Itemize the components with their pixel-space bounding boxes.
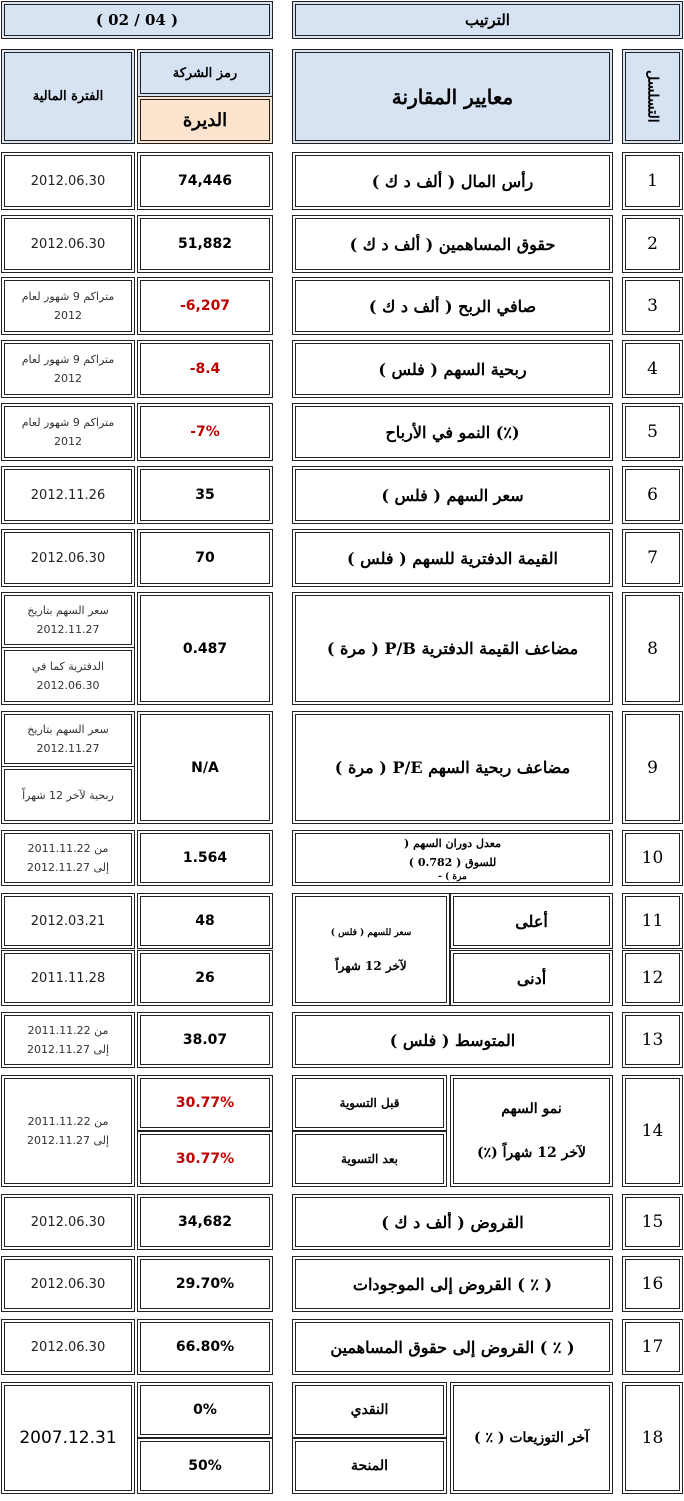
row9-date1-line1: سعر السهم بتاريخ	[27, 723, 109, 736]
row18-date: 2007.12.31	[19, 1428, 117, 1448]
row1-criteria: رأس المال ( ألف د ك )	[371, 171, 534, 191]
row3-serial-cell	[622, 277, 683, 335]
row6-date-cell	[1, 466, 135, 524]
row17-date: 2012.06.30	[30, 1339, 106, 1355]
row14-date-line2: إلى 2012.11.27	[26, 1134, 110, 1147]
row6-date: 2012.11.26	[30, 487, 106, 503]
row14-after-value: 30.77%	[175, 1151, 235, 1167]
row18-serial-cell	[622, 1382, 683, 1494]
row12-serial-cell	[622, 950, 683, 1006]
row7-date-cell	[1, 529, 135, 587]
row2-criteria: حقوق المساهمين ( ألف د ك )	[349, 234, 556, 254]
row11-date-cell	[1, 893, 135, 949]
row9-serial-cell	[622, 711, 683, 824]
row15-date: 2012.06.30	[30, 1214, 106, 1230]
page-indicator	[1, 1, 273, 39]
row8-date1-line1: سعر السهم بتاريخ	[27, 604, 109, 617]
row1-value: 74,446	[177, 173, 233, 189]
row2-serial: 2	[647, 234, 658, 254]
row6-criteria-cell	[292, 466, 613, 524]
row17-value-cell	[137, 1319, 273, 1375]
row14-serial-cell	[622, 1075, 683, 1187]
row14-after-label-cell	[292, 1131, 447, 1187]
row3-value-cell	[137, 277, 273, 335]
row14-group-line2: لآخر 12 شهراً (٪)	[476, 1145, 587, 1161]
company-code-header	[137, 49, 273, 97]
row7-criteria: القيمة الدفترية للسهم ( فلس )	[347, 548, 558, 568]
company-code-label: رمز الشركة	[172, 65, 238, 81]
row9-date1-cell	[1, 711, 135, 767]
row18-serial: 18	[641, 1428, 664, 1448]
row11-value-cell	[137, 893, 273, 949]
row9-date2: ربحية لآخر 12 شهراً	[22, 788, 114, 802]
row17-criteria: القروض إلى حقوق المساهمين ( ٪ )	[330, 1337, 575, 1357]
row11-criteria: أعلى	[515, 911, 548, 931]
row11-value: 48	[195, 913, 215, 929]
row7-value: 70	[195, 550, 215, 566]
row3-serial: 3	[647, 296, 658, 316]
row4-value-cell	[137, 340, 273, 398]
row4-serial: 4	[647, 359, 658, 379]
period-header-label: الفترة المالية	[32, 89, 104, 104]
row13-date-line2: إلى 2012.11.27	[26, 1043, 110, 1056]
row1-criteria-cell	[292, 152, 613, 210]
row8-date1-cell	[1, 592, 135, 648]
row4-criteria: ربحية السهم ( فلس )	[378, 359, 527, 379]
row9-date1-line2: 2012.11.27	[36, 742, 100, 755]
row5-value-cell	[137, 403, 273, 461]
page-number: ( 02 / 04 )	[95, 11, 179, 29]
row7-serial-cell	[622, 529, 683, 587]
row1-date: 2012.06.30	[30, 173, 106, 189]
row1-serial: 1	[647, 171, 658, 191]
row13-criteria: المتوسط ( فلس )	[389, 1030, 516, 1050]
row6-criteria: سعر السهم ( فلس )	[381, 485, 524, 505]
row6-value-cell	[137, 466, 273, 524]
row6-value: 35	[195, 487, 215, 503]
row5-date-line2: 2012	[54, 435, 82, 448]
row10-value: 1.564	[182, 850, 228, 866]
row18-bonus-label: المنحة	[350, 1458, 389, 1474]
row9-value: N/A	[191, 759, 219, 776]
row8-value-cell	[137, 592, 273, 705]
row8-value: 0.487	[182, 640, 228, 657]
serial-header	[622, 49, 683, 144]
row12-serial: 12	[641, 968, 664, 988]
row16-criteria: القروض إلى الموجودات ( ٪ )	[352, 1274, 553, 1294]
ranking-title: الترتيب	[465, 11, 510, 29]
row14-group-line1: نمو السهم	[501, 1101, 562, 1117]
row11-12-group-line1: سعر للسهم ( فلس )	[330, 927, 412, 938]
row13-date-line1: من 2011.11.22	[27, 1024, 109, 1037]
row10-date-line1: من 2011.11.22	[27, 842, 109, 855]
row2-criteria-cell	[292, 215, 613, 273]
row2-date: 2012.06.30	[30, 236, 106, 252]
row18-bonus-value: 50%	[188, 1458, 222, 1474]
row9-date2-cell	[1, 766, 135, 824]
row18-cash-label: النقدي	[350, 1402, 389, 1418]
row18-cash-value-cell	[137, 1382, 273, 1438]
row15-value: 34,682	[177, 1214, 233, 1230]
row1-value-cell	[137, 152, 273, 210]
row15-serial: 15	[641, 1212, 664, 1232]
row11-12-group-line2: لآخر 12 شهراً	[335, 958, 407, 973]
row10-criteria-line2: للسوق ( 0.782 )	[408, 856, 497, 869]
row16-value-cell	[137, 1256, 273, 1312]
row14-before-value: 30.77%	[175, 1095, 235, 1111]
row15-serial-cell	[622, 1194, 683, 1250]
row10-date-line2: إلى 2012.11.27	[26, 861, 110, 874]
row17-serial: 17	[641, 1337, 664, 1357]
company-name: الديرة	[182, 109, 228, 131]
row11-12-group-cell	[292, 893, 450, 1006]
row10-value-cell	[137, 830, 273, 886]
row7-serial: 7	[647, 548, 658, 568]
row13-serial-cell	[622, 1012, 683, 1068]
criteria-header-label: معايير المقارنة	[391, 84, 514, 109]
row15-date-cell	[1, 1194, 135, 1250]
row5-date-cell	[1, 403, 135, 461]
row11-serial-cell	[622, 893, 683, 949]
row10-date-cell	[1, 830, 135, 886]
row11-serial: 11	[641, 911, 664, 931]
row14-after-label: بعد التسوية	[341, 1151, 398, 1166]
row18-date-cell	[1, 1382, 135, 1494]
row1-serial-cell	[622, 152, 683, 210]
row16-value: 29.70%	[175, 1276, 235, 1292]
row5-date-line1: متراكم 9 شهور لعام	[21, 416, 115, 429]
serial-header-label: التسلسل	[644, 70, 661, 123]
row8-date2-line2: 2012.06.30	[36, 679, 100, 692]
row8-date2-cell	[1, 647, 135, 705]
row3-date-line1: متراكم 9 شهور لعام	[21, 290, 115, 303]
row18-group: آخر التوزيعات ( ٪ )	[473, 1430, 589, 1446]
row10-serial: 10	[641, 848, 664, 868]
row2-value-cell	[137, 215, 273, 273]
row2-date-cell	[1, 215, 135, 273]
row5-criteria-cell	[292, 403, 613, 461]
row4-date-cell	[1, 340, 135, 398]
row9-serial: 9	[647, 757, 658, 778]
row12-criteria: أدنى	[516, 968, 547, 988]
row8-serial: 8	[647, 638, 658, 659]
row7-criteria-cell	[292, 529, 613, 587]
row14-before-value-cell	[137, 1075, 273, 1131]
row14-serial: 14	[641, 1121, 664, 1141]
row3-value: -6,207	[179, 298, 231, 314]
period-header	[1, 49, 135, 144]
row17-criteria-cell	[292, 1319, 613, 1375]
row3-criteria-cell	[292, 277, 613, 335]
row15-criteria-cell	[292, 1194, 613, 1250]
row13-serial: 13	[641, 1030, 664, 1050]
criteria-header	[292, 49, 613, 144]
row17-value: 66.80%	[175, 1339, 235, 1355]
row8-criteria-cell	[292, 592, 613, 705]
row12-date: 2011.11.28	[30, 970, 106, 986]
row9-value-cell	[137, 711, 273, 824]
row4-criteria-cell	[292, 340, 613, 398]
row11-date: 2012.03.21	[30, 913, 106, 929]
row14-after-value-cell	[137, 1131, 273, 1187]
row12-date-cell	[1, 950, 135, 1006]
row13-value-cell	[137, 1012, 273, 1068]
row10-criteria-line3: مرة ) -	[438, 872, 467, 882]
row4-date-line1: متراكم 9 شهور لعام	[21, 353, 115, 366]
row16-criteria-cell	[292, 1256, 613, 1312]
row16-serial-cell	[622, 1256, 683, 1312]
row5-serial-cell	[622, 403, 683, 461]
row10-criteria-cell	[292, 830, 613, 886]
row16-date: 2012.06.30	[30, 1276, 106, 1292]
row10-serial-cell	[622, 830, 683, 886]
row12-value: 26	[195, 970, 215, 986]
row18-cash-value: 0%	[193, 1402, 217, 1418]
row4-serial-cell	[622, 340, 683, 398]
row14-before-label-cell	[292, 1075, 447, 1131]
row13-criteria-cell	[292, 1012, 613, 1068]
row15-criteria: القروض ( ألف د ك )	[381, 1212, 524, 1232]
row18-bonus-value-cell	[137, 1438, 273, 1494]
row4-date-line2: 2012	[54, 372, 82, 385]
row8-serial-cell	[622, 592, 683, 705]
row8-date1-line2: 2012.11.27	[36, 623, 100, 636]
row18-bonus-label-cell	[292, 1438, 447, 1494]
row5-criteria: النمو في الأرباح (٪)	[385, 422, 520, 442]
row18-cash-label-cell	[292, 1382, 447, 1438]
row3-date-cell	[1, 277, 135, 335]
row8-date2-line1: الدفترية كما في	[31, 660, 105, 673]
row18-group-cell	[450, 1382, 613, 1494]
row10-criteria-line1: معدل دوران السهم (	[404, 837, 501, 850]
row5-serial: 5	[647, 422, 658, 442]
row7-date: 2012.06.30	[30, 550, 106, 566]
row5-value: -7%	[190, 424, 220, 440]
company-name-cell	[137, 96, 273, 144]
row7-value-cell	[137, 529, 273, 587]
row14-group-cell	[450, 1075, 613, 1187]
row4-value: -8.4	[189, 361, 221, 377]
row12-criteria-cell	[450, 950, 613, 1006]
row15-value-cell	[137, 1194, 273, 1250]
row11-criteria-cell	[450, 893, 613, 949]
row14-date-cell	[1, 1075, 135, 1187]
row16-date-cell	[1, 1256, 135, 1312]
row8-criteria: مضاعف القيمة الدفترية P/B ( مرة )	[326, 639, 579, 658]
row17-serial-cell	[622, 1319, 683, 1375]
row3-criteria: صافي الربح ( ألف د ك )	[368, 296, 537, 316]
row17-date-cell	[1, 1319, 135, 1375]
row3-date-line2: 2012	[54, 309, 82, 322]
row6-serial: 6	[647, 485, 658, 505]
row9-criteria-cell	[292, 711, 613, 824]
row13-value: 38.07	[182, 1032, 228, 1048]
row2-value: 51,882	[177, 236, 233, 252]
row1-date-cell	[1, 152, 135, 210]
row14-date-line1: من 2011.11.22	[27, 1115, 109, 1128]
row13-date-cell	[1, 1012, 135, 1068]
row9-criteria: مضاعف ربحية السهم P/E ( مرة )	[334, 758, 571, 777]
row14-before-label: قبل التسوية	[339, 1095, 400, 1110]
row2-serial-cell	[622, 215, 683, 273]
row16-serial: 16	[641, 1274, 664, 1294]
row12-value-cell	[137, 950, 273, 1006]
row6-serial-cell	[622, 466, 683, 524]
ranking-title-cell	[292, 1, 683, 39]
